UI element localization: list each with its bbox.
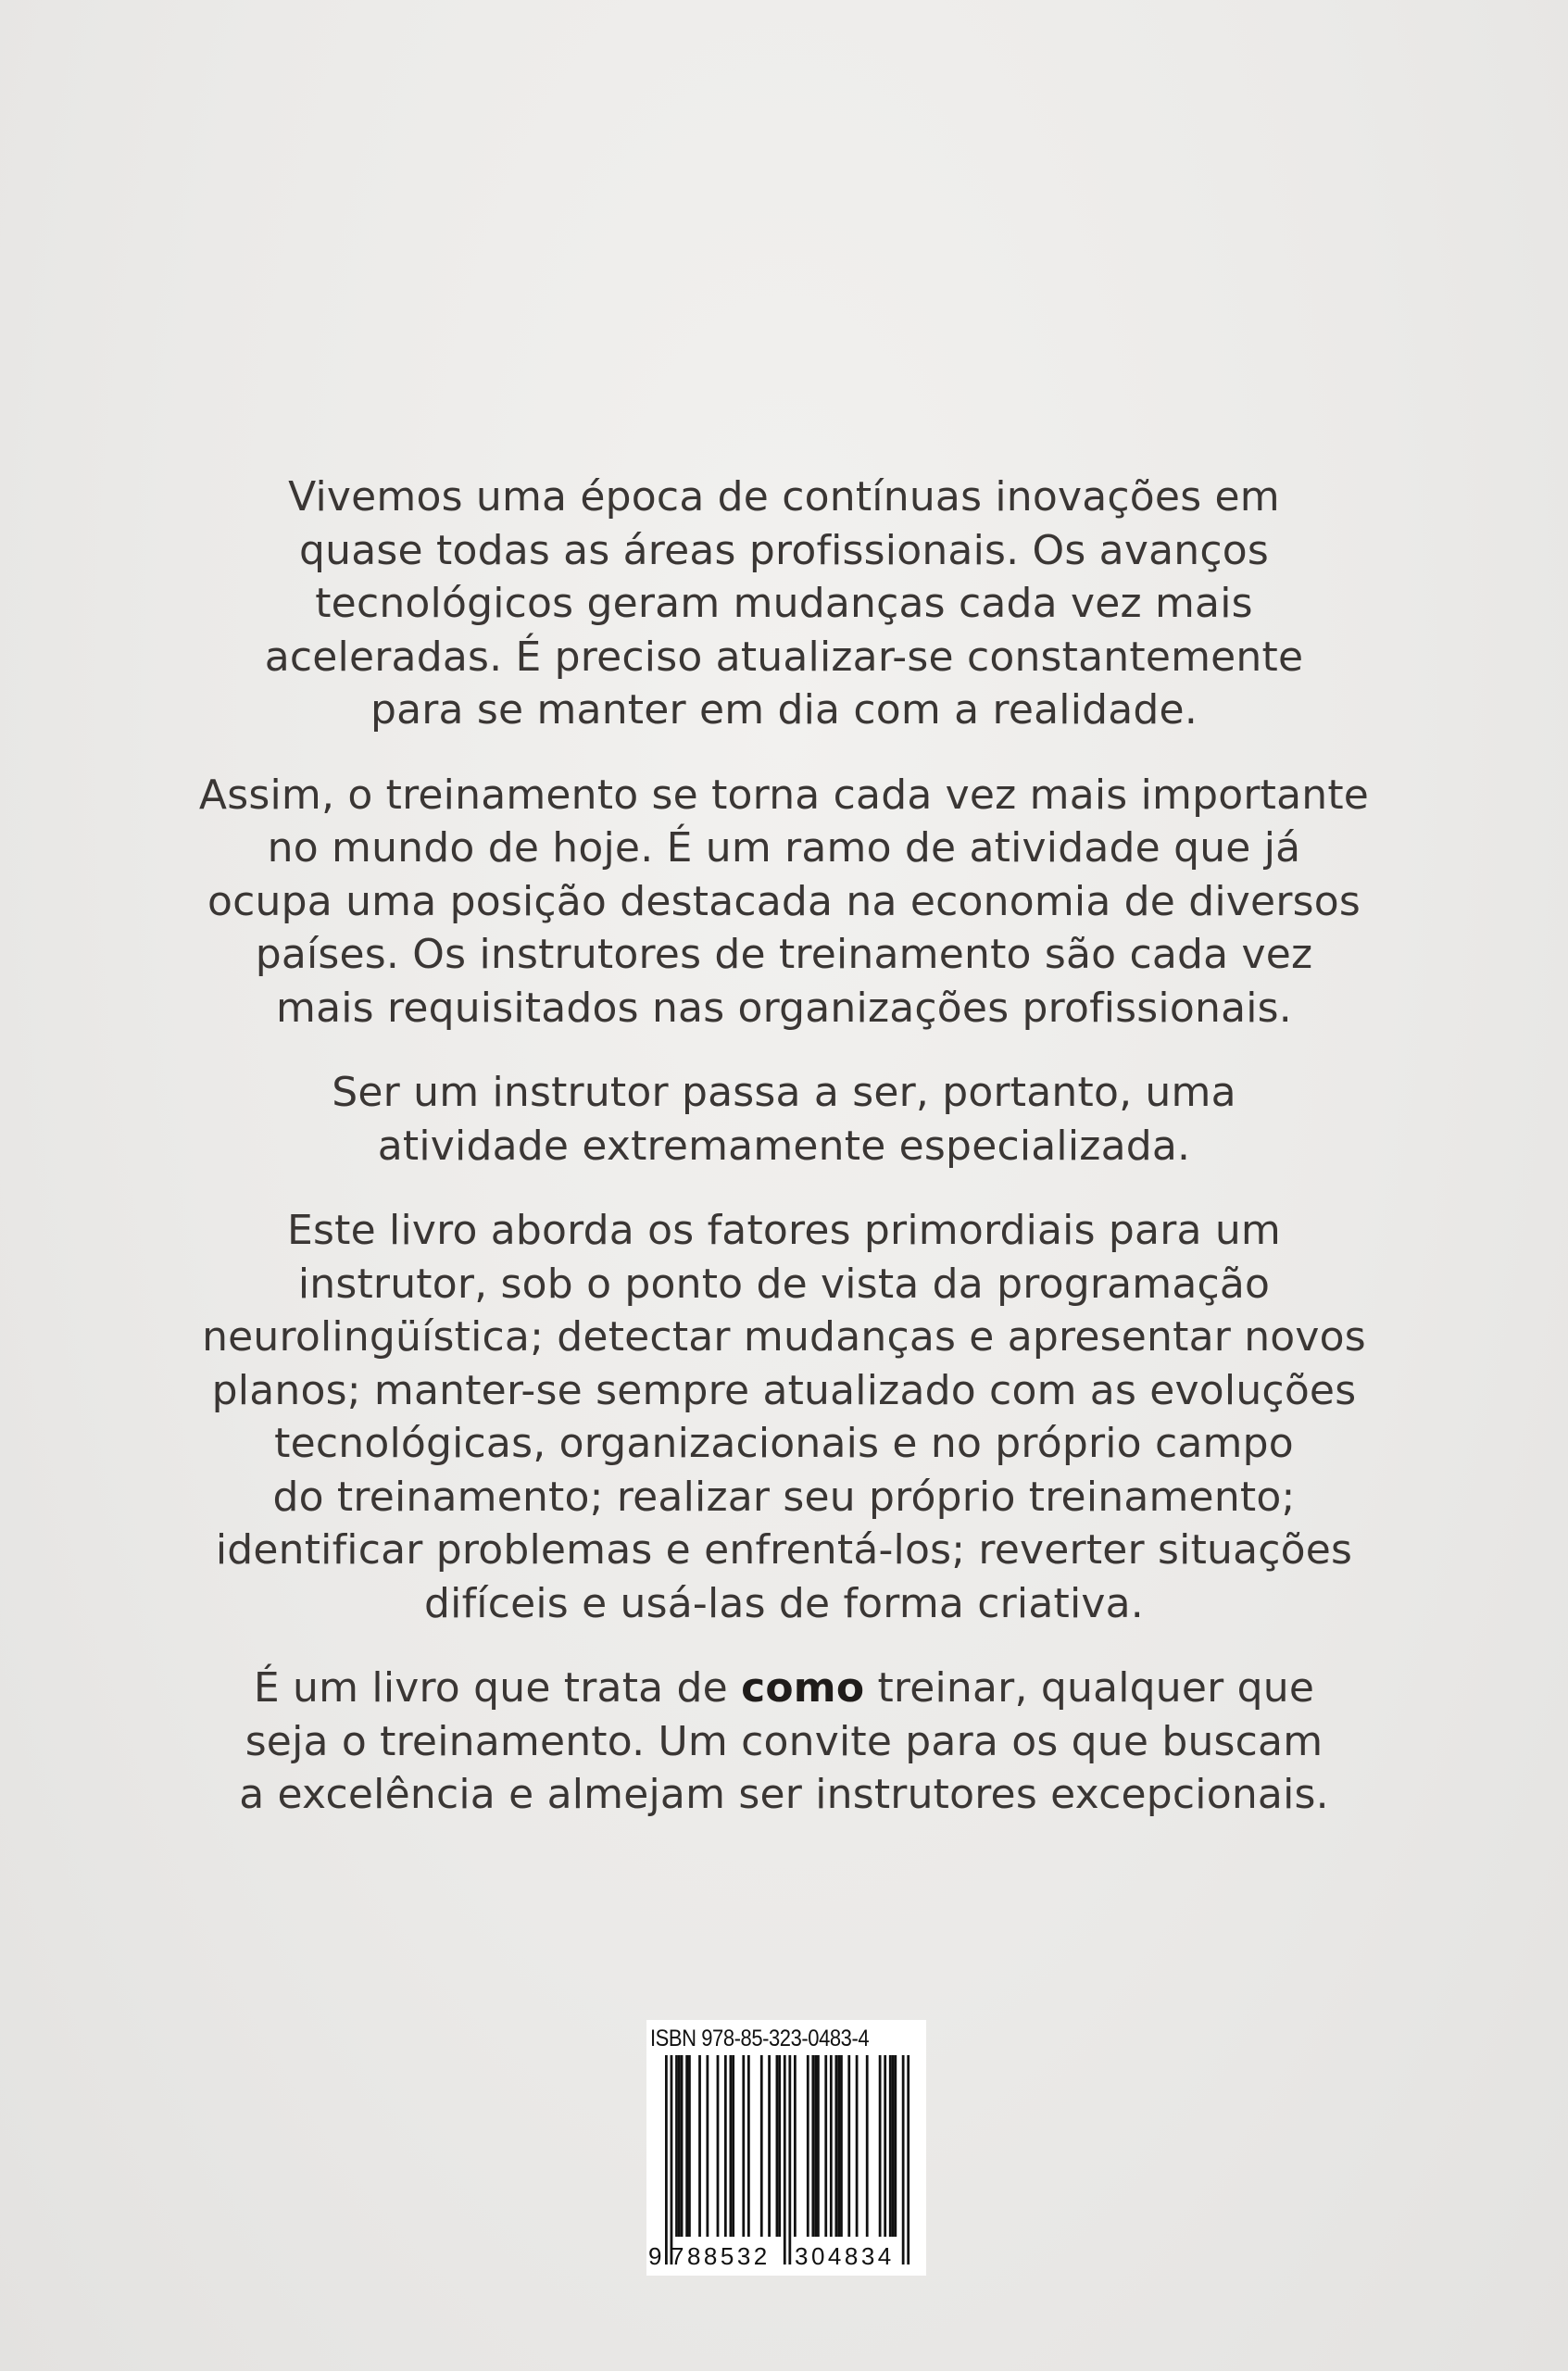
blurb-line: Ser um instrutor passa a ser, portanto, uma <box>332 1069 1236 1116</box>
isbn-barcode <box>646 2020 926 2276</box>
barcode-bar <box>675 2055 678 2237</box>
barcode-bar <box>856 2055 859 2237</box>
barcode-bar <box>824 2055 827 2237</box>
blurb-line: para se manter em dia com a realidade. <box>370 686 1198 734</box>
barcode-bar <box>678 2055 681 2237</box>
blurb-line: ocupa uma posição destacada na economia de diversos <box>207 877 1361 925</box>
barcode-bars <box>650 2055 922 2264</box>
blurb-text: É um livro que trata de <box>253 1664 742 1712</box>
blurb-line: no mundo de hoje. É um ramo de atividade que já <box>267 824 1301 872</box>
barcode-bar <box>814 2055 817 2237</box>
blurb-line: atividade extremamente especializada. <box>377 1122 1191 1170</box>
paragraph-1 <box>139 470 1429 737</box>
barcode-left-group: 788532 <box>671 2242 771 2270</box>
barcode-bar <box>681 2055 684 2237</box>
emphasis-word: como <box>741 1664 865 1712</box>
barcode-bar <box>834 2055 837 2237</box>
barcode-bar <box>747 2055 750 2237</box>
barcode-bar <box>717 2055 720 2237</box>
barcode-bar <box>698 2055 701 2237</box>
barcode-bar <box>811 2055 814 2237</box>
blurb-line: difíceis e usá-las de forma criativa. <box>424 1579 1144 1627</box>
blurb-line: tecnológicos geram mudanças cada vez mais <box>315 580 1253 627</box>
blurb-line: países. Os instrutores de treinamento são cada vez <box>255 931 1313 978</box>
blurb-line: neurolingüística; detectar mudanças e apresentar novos <box>202 1313 1366 1361</box>
blurb-line: quase todas as áreas profissionais. Os avanços <box>299 526 1269 574</box>
blurb-line: do treinamento; realizar seu próprio treinamento; <box>272 1473 1296 1521</box>
blurb-line-with-emphasis <box>139 1662 1429 1715</box>
barcode-bar <box>894 2055 897 2237</box>
blurb-line: identificar problemas e enfrentá-los; reverter situações <box>215 1526 1353 1574</box>
barcode-first-digit: 9 <box>648 2242 662 2270</box>
paragraph-2 <box>139 769 1429 1035</box>
barcode-bar <box>879 2055 882 2237</box>
barcode-guard-bar <box>784 2055 786 2264</box>
isbn-label: ISBN 978-85-323-0483-4 <box>650 2026 870 2051</box>
blurb-line: mais requisitados nas organizações profissionais. <box>276 984 1292 1032</box>
barcode-bar <box>807 2055 809 2237</box>
blurb-line: Este livro aborda os fatores primordiais para um <box>287 1207 1281 1254</box>
blurb-line: tecnológicas, organizacionais e no próprio campo <box>274 1420 1294 1467</box>
blurb-line: a excelência e almejam ser instrutores excepcionais. <box>239 1771 1329 1818</box>
barcode-bar <box>830 2055 833 2237</box>
paragraph-4 <box>139 1204 1429 1630</box>
barcode-bar <box>817 2055 820 2237</box>
barcode-guard-bar <box>788 2055 791 2264</box>
barcode-bar <box>847 2055 850 2237</box>
barcode-bar <box>840 2055 843 2237</box>
barcode-bar <box>688 2055 691 2237</box>
blurb-line: instrutor, sob o ponto de vista da programação <box>297 1260 1271 1308</box>
barcode-bar <box>884 2055 886 2237</box>
barcode-guard-bar <box>907 2055 909 2264</box>
barcode-bar <box>732 2055 734 2237</box>
barcode-bar <box>776 2055 779 2237</box>
barcode-bar <box>685 2055 688 2237</box>
barcode-bar <box>706 2055 709 2237</box>
barcode-bar <box>794 2055 797 2237</box>
barcode-bar <box>742 2055 745 2237</box>
barcode-bar <box>892 2055 895 2237</box>
barcode-bar <box>724 2055 727 2237</box>
barcode-guard-bar <box>665 2055 668 2264</box>
barcode-bar <box>778 2055 781 2237</box>
blurb-text: treinar, qualquer que <box>864 1664 1315 1712</box>
barcode-guard-bar <box>671 2055 673 2264</box>
blurb-line: Assim, o treinamento se torna cada vez mais importante <box>198 771 1370 819</box>
barcode-bar <box>889 2055 892 2237</box>
blurb-line: Vivemos uma época de contínuas inovações em <box>288 473 1280 521</box>
barcode-bar <box>730 2055 733 2237</box>
blurb-line: planos; manter-se sempre atualizado com as evoluções <box>211 1366 1357 1414</box>
back-cover-blurb <box>139 470 1429 1853</box>
paragraph-5 <box>139 1662 1429 1822</box>
barcode-bar <box>837 2055 840 2237</box>
barcode-bar <box>760 2055 763 2237</box>
barcode-bar <box>866 2055 869 2237</box>
paragraph-3 <box>139 1066 1429 1173</box>
blurb-line: seja o treinamento. Um convite para os que buscam <box>245 1717 1323 1765</box>
barcode-bar <box>768 2055 771 2237</box>
barcode-guard-bar <box>902 2055 905 2264</box>
barcode-right-group: 304834 <box>795 2242 895 2270</box>
blurb-line: aceleradas. É preciso atualizar-se constantemente <box>264 633 1304 681</box>
